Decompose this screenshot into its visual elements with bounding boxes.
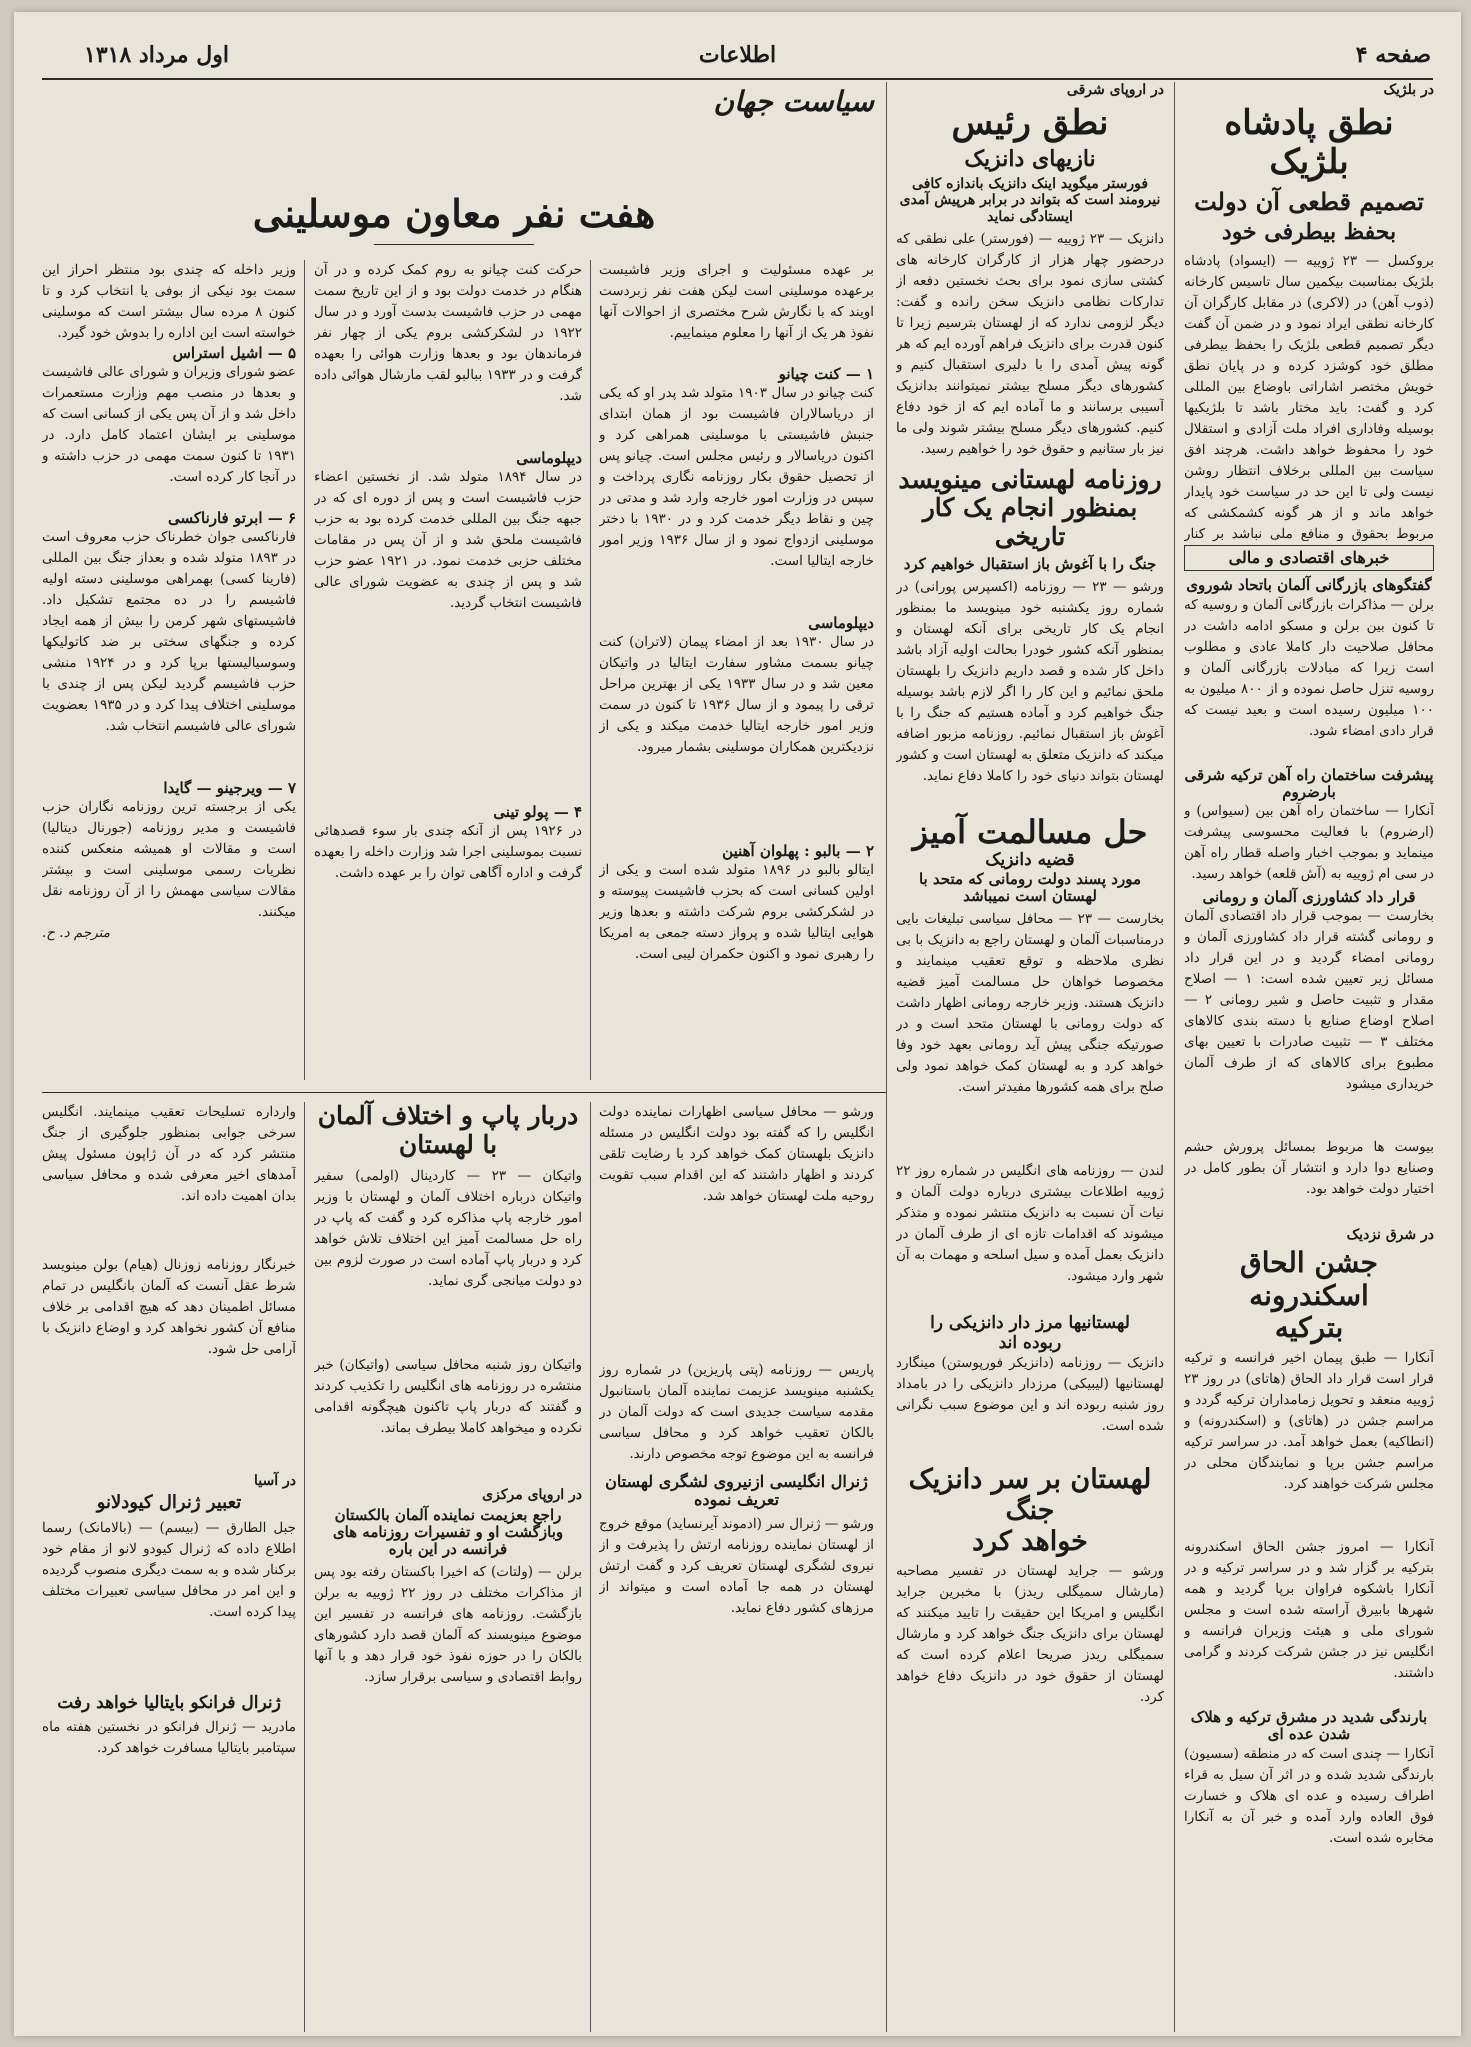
subheadline: لهستانیها مرز دار دانزیکی را (930, 1313, 1130, 1334)
subheadline: ۲ — بالبو : پهلوان آهنین (722, 842, 874, 860)
article-body: برلن — (ولتات) که اخیرا باکستان رفته بود پس از مذاکرات مختلف در روز ۲۲ ژوییه به برلن بازگشت. روزنامه های فرانسه در تفسیر این موضوع مینویسند که آلمان قصد دارد کشورهای بالکان را در حوزه نفوذ خود قرار دهد و با آنها روابط اقتصادی و سیاسی برقرار سازد. (314, 1564, 582, 1686)
newspaper-page (14, 12, 1461, 2036)
article-body: ورشو — ۲۳ — روزنامه (اکسپرس پورانی) در شماره روز یکشنبه خود مینویسد ما بمنظور انجام یک کار تاریخی برای آنکه لهستان و بمنظور آنکه کشور خودرا بحالت اولیه آزاد باشد داخل کار شده و قصد داریم دانزیک را بلهستان ملحق نمائیم و این کار را اگر لازم باشد بوسیله جنگ خواهیم کرد و آماده هستیم که جنگ را با آغوش باز استقبال نمائیم. روزنامه مزبور اضافه میکند که دانزیک متعلق به لهستان است و کشور لهستان بتواند دنیای خود را کاملا دفاع نماید. (896, 579, 1164, 785)
article-body: دانزیک — ۲۳ ژوییه — (فورستر) علی نطقی که درحضور چهار هزار از کارگران کارخانه های کشتی سازی نمود برای بحث نخستین دفعه از تدارکات نظامی دانزیک سخن رانده و گفت: دیگر لزومی ندارد که از لهستان بترسیم زیرا تا کنون قدرت برای دانزیک فراهم آورده ایم که هر گونه پیش آمدی را با دلیری استقبال کنیم و کشورهای دیگر مسلح بیشتر نمیتوانند بدانزیک آسیبی برسانند و ما آماده ایم که از خود دفاع کنیم. کشورهای دیگر مسلح بیشتر شوند ولی ما نیز بار ستانیم و حقوق خود را خواهیم رسید. (896, 230, 1164, 457)
subheadline: ژنرال فرانکو بایتالیا خواهد رفت (57, 1692, 281, 1713)
column-ministers (42, 260, 296, 1080)
headline: جشن الحاق اسکندرونه (1240, 1246, 1378, 1312)
deck: مورد پسند دولت رومانی که متحد با لهستان است نمیباشد (918, 869, 1142, 905)
article-body: خبرنگار روزنامه زوزنال (هیام) بولن مینویسد شرط عقل آنست که آلمان بانگلیس در تمام مسائل اطمینان دهد که هیچ اقدامی بر خلاف منافع آن کشور نخواهد کرد و اوضاع دانزیک با آرامی حل شود. (42, 1257, 296, 1357)
article-body: بروکسل — ۲۳ ژوییه — (ایسواد) پادشاه بلژیک بمناسبت بیکمین سال تاسیس کارخانه (ذوب آهن) در (لاکری) در مقابل کارگران آن کارخانه نطقی ایراد نمود و در ضمن آن گفت دیگر تصمیم قطعی بلژیک را بحفظ بیطرفی مطلق خود کوشزد کرده و در پایان نطق خویش مختصر اشاراتی باوضاع بین المللی کرد و گفت: باید مختار باشد تا بلژیکیها بوسیله وفاداری افراد ملت آزادی و استقلال خود را محفوظ خواهد داشت. هرچند افق سیاست بین المللی برخلاف انتظار روشن نیست ولی تا این حد در سیاست خود پایدار خواهد ماند و از هر گونه کشمکشی که مربوط بحقوق و منافع ملی نباشد بر کنار (1184, 253, 1434, 542)
subheadline: ۱ — کنت چیانو (778, 365, 874, 383)
subheadline: دیپلوماسی (516, 449, 582, 467)
deck: تصمیم قطعی آن دولت (1194, 187, 1424, 217)
headline: حل مسالمت آمیز (912, 813, 1148, 852)
column-divider (590, 260, 591, 1080)
subheadline: قضیه دانزیک (985, 849, 1075, 870)
column-divider (304, 1102, 305, 2032)
subheadline: ربوده اند (998, 1332, 1062, 1353)
article-body: وارداره تسلیحات تعقیب مینمایند. انگلیس سرخی جوابی بمنظور جلوگیری از جنگ منتشر کرد که در آن ژاپون مسئول پیش آمدهای اخیر معرفی شده و محافل سیاسی بدان اهمیت داده اند. (42, 1104, 296, 1204)
article-body: بیوست ها مربوط بمسائل پرورش حشم وصنایع دوا دارد و انتشار آن بطور کامل در اختیار دولت خواهد بود. (1184, 1139, 1434, 1198)
article-body: در سال ۱۸۹۴ متولد شد. از نخستین اعضاء حزب فاشیست است و پس از دوره ای که در جبهه جنگ بین المللی خدمت کرده بود به حزب فاشیست ملحق شد و از آن پس در مقامات مختلف حزبی خدمت نمود. در ۱۹۲۱ عضو حزب شد و پس از چندی به عضویت شورای عالی فاشیست انتخاب گردید. (314, 469, 582, 611)
byline: مترجم د. ح. (42, 925, 110, 941)
article-body: در سال ۱۹۳۰ بعد از امضاء پیمان (لاتران) کنت چیانو بسمت مشاور سفارت ایتالیا در واتیکان معین شد و در سال ۱۹۳۳ یکی از بهترین مراحل ترقی را پیمود و از سال ۱۹۳۶ تا کنون در سمت وزیر امور خارجه ایتالیا خدمت میکند و یکی از نزدیکترین همکاران موسلینی بشمار میرود. (599, 634, 874, 755)
kicker: در اروپای مرکزی (482, 1486, 582, 1503)
article-body: حرکت کنت چیانو به روم کمک کرده و در آن هنگام در خدمت دولت بود و از این تاریخ سمت مهمی در حزب فاشیست بدست آورد و در سال ۱۹۲۲ در لشکرکشی بروم یکی از چهار نفر فرماندهان بود و بعدها وزارت هوائی را بعهده گرفت و در ۱۹۳۳ ببالبو لقب مارشال هوائی داده شد. (314, 262, 582, 404)
deck: جنگ را با آغوش باز استقبال خواهیم کرد (903, 554, 1157, 573)
kicker: در بلژیک (1383, 82, 1434, 98)
headline: نطق پادشاه بلژیک (1224, 103, 1394, 183)
article-body: بخارست — بموجب قرار داد اقتصادی آلمان و رومانی گشته قرار داد کشاورزی آلمان و رومانی امضاء گردید و در این قرار داد مسائل زیر تعیین شده است: ۱ — اصلاح مقدار و تثبیت حاصل و شیر رومانی ۲ — اصلاح اوضاع صنایع با دسته بندی کالاهای مختلف ۳ — تثبیت صادرات با تعیین بهای مطبوع برای کالاهای که از طرف آلمان خریداری میشود (1184, 908, 1434, 1093)
article-body: مادرید — ژنرال فرانکو در نخستین هفته ماه سپتامبر بایتالیا مسافرت خواهد کرد. (42, 1719, 296, 1757)
headline: خواهد کرد (972, 1526, 1088, 1558)
section-label: سیاست جهان (713, 85, 874, 118)
article-body: آنکارا — امروز جشن الحاق اسکندرونه بترکیه بر گزار شد و در سراسر ترکیه و در آنکارا باشکوه فراوان برپا گردید و همه شهرها بابیرق آراسته شده است و مجلس شورای ملی و هیئت وزیران فرانسه و انگلیس نیز در جشن شرکت کردند و گرامی داشتند. (1184, 1539, 1434, 1682)
column-asia (42, 1102, 296, 2032)
subheadline: راجع بعزیمت نماینده آلمان بالکستان وبازگشت او و تفسیرات روزنامه های فرانسه در این باره (332, 1505, 564, 1558)
deck: بحفظ بیطرفی خود (1221, 218, 1397, 245)
section-label-box (614, 86, 874, 126)
article-body: جبل الطارق — (بیسم) — (بالامانک) رسما اطلاع داده که ژنرال کیودو لانو از مقام خود برکنار شده و به سمت دیگری منصوب گردیده و این امر در محافل سیاسی تعبیرات مختلف پیدا کرده است. (42, 1519, 296, 1620)
column-belgium (1184, 82, 1434, 2032)
headline: روزنامه لهستانی مینویسد (898, 464, 1162, 494)
article-body: بر عهده مسئولیت و اجرای وزیر فاشیست برعهده موسلینی است لیکن هفت نفر زبردست اویند که با نگارش شرح مختصری از احوالات آنها نفوذ هر یک از آنها را معلوم مینماییم. (599, 262, 874, 341)
title-rule (374, 244, 534, 245)
page-number: صفحه ۴ (1355, 42, 1431, 68)
section-heading: خبرهای اقتصادی و مالی (1184, 545, 1434, 571)
column-divider (1174, 82, 1175, 2032)
deck: نازیهای دانزیک (964, 146, 1096, 173)
section-rule (42, 1092, 886, 1093)
newspaper-name: اطلاعات (698, 42, 777, 68)
subheadline: بارندگی شدید در مشرق ترکیه و هلاک شدن عده ای (1190, 1708, 1428, 1744)
column-ciano (599, 260, 874, 1080)
kicker: در اروپای شرقی (1066, 82, 1164, 98)
subheadline: قرار داد کشاورزی آلمان و رومانی (1202, 888, 1416, 907)
article-body: ورشو — محافل سیاسی اظهارات نماینده دولت انگلیس را که گفته بود دولت انگلیس در مسئله دانزیک بلهستان کمک خواهد کرد با رضایت تلقی کردند و اظهار داشتند که این اقدام سبب تقویت روحیه ملت لهستان خواهد شد. (599, 1104, 874, 1204)
column-divider (304, 260, 305, 1080)
article-body: در ۱۹۲۶ پس از آنکه چندی بار سوء قصدهائی نسبت بموسلینی اجرا شد وزارت داخله را بعهده گرفت و اداره آگاهی توان را بر عهده داشت. (314, 823, 582, 881)
subheadline: گفتگوهای بازرگانی آلمان باتحاد شوروی (1186, 576, 1432, 595)
subheadline: دیپلوماسی (808, 614, 874, 632)
kicker: در آسیا (254, 1473, 296, 1489)
column-balbo (314, 260, 582, 1080)
subheadline: ۵ — اشیل استراس (172, 344, 296, 362)
article-body: آنکارا — طبق پیمان اخیر فرانسه و ترکیه قرار است قرار داد الحاق (هاتای) در روز ۲۳ ژوییه منعقد و تحویل زمامداران ترکیه گردد و مراسم جشن در (هاتای) و (اسکندرونه) و (انطاکیه) بعمل خواهد آمد. در سراسر ترکیه مراسم جشن برپا و نمایندگان محلی در مجلس شرکت خواهند کرد. (1184, 1350, 1434, 1493)
article-body: برلن — مذاکرات بازرگانی آلمان و روسیه که تا کنون بین برلن و مسکو ادامه داشت در محافل صلاحیت دار کاملا عادی و مطلوب است زیرا که مبادلات بازرگانی آلمان و روسیه تنزل حاصل نموده و از ۸۰۰ میلیون به ۱۰۰ میلیون رسیده است و بعید نیست که قرار دادی امضاء شود. (1184, 596, 1434, 739)
article-body: لندن — روزنامه های انگلیس در شماره روز ۲۲ ژوییه اطلاعات بیشتری درباره دولت آلمان و نیات آن نسبت به دانزیک منتشر نموده و متذکر میشوند که اقدامات تازه ای از طرف آلمان در دانزیک بعمل آمده و سیل اسلحه و مهمات به آن شهر وارد میشود. (896, 1163, 1164, 1285)
article-body: آنکارا — چندی است که در منطقه (سسیون) بارندگی شدید شده و در اثر آن سیل به قراء اطراف رسیده و عده ای هلاک و خسارت فوق العاده وارد آمده و خبر آن به آنکارا مخابره شده است. (1184, 1745, 1434, 1846)
headline: بترکیه (1274, 1310, 1344, 1344)
headline: با لهستان (398, 1129, 498, 1159)
headline: لهستان بر سر دانزیک جنگ (908, 1464, 1152, 1527)
column-danzig (896, 82, 1164, 2032)
article-body: پاریس — روزنامه (پتی پاریزین) در شماره روز یکشنبه مینویسد عزیمت نماینده آلمان باستانبول مقدمه سیاست جدیدی است که دولت آلمان در بالکان تعقیب خواهد کرد و محافل سیاسی فرانسه به این موضوع توجه مخصوص دارند. (599, 1362, 874, 1462)
article-body: وزیر داخله که چندی بود منتظر احراز این سمت بود نیکی از بوفی یا انتخاب کرد و تا کنون ۸ مرده سال بیشتر است که موسلینی خواسته است این اداره را بدوش خود گیرد. (42, 262, 296, 341)
subheadline: پیشرفت ساختمان راه آهن ترکیه شرقی بارضروم (1184, 765, 1434, 801)
kicker: در شرق نزدیک (1346, 1227, 1434, 1244)
article-body: واتیکان روز شنبه محافل سیاسی (واتیکان) خبر منتشره در روزنامه های انگلیس را تکذیب کردند و گفتند که دربار پاپ تاکنون هیچگونه اقدامی نکرده و میخواهد کاملا بیطرف بماند. (314, 1356, 582, 1436)
article-body: ورشو — جراید لهستان در تفسیر مصاحبه (مارشال سمیگلی ریدز) با مخبرین جراید انگلیس و امریکا این حقیقت را تایید میکنند که لهستان برای دانزیک جنگ خواهد کرد و مارشال سمیگلی ریدز صریحا اعلام کرده است که لهستان از حقوق خود در دانزیک دفاع خواهد کرد. (896, 1563, 1164, 1706)
column-misc-lower-right (599, 1102, 874, 2032)
subheadline: ۴ — پولو تینی (493, 803, 582, 821)
article-body: واتیکان — ۲۳ — کاردینال (اولمی) سفیر واتیکان درباره اختلاف آلمان و لهستان با وزیر امور خارجه پاپ مذاکره کرد و گفت که پاپ در راه حل مسالمت آمیز این اختلاف تلاش خواهد کرد و دربار پاپ آماده است در صورت لزوم بین دو دولت میانجی گری نماید. (314, 1167, 582, 1289)
article-body: عضو شورای وزیران و شورای عالی فاشیست و بعدها در منصب مهم وزارت مستعمرات داخل شد و از آن پس یکی از کسانی است که موسلینی بر ایشان اعتماد کامل دارد. در ۱۹۳۱ تا کنون سمت مهمی در حزب داشته و در آنجا کار کرده است. (42, 364, 296, 485)
article-body: دانزیک — روزنامه (دانزیکر فورپوستن) مینگارد لهستانیها (لیبیکی) مرزدار دانزیکی را در بامداد روز شنبه ربوده اند و این موضوع سبب نگرانی شده است. (896, 1355, 1164, 1435)
lead: فورستر میگوید اینک دانزیک باندازه کافی نیرومند است که بتواند در برابر هرپیش آمدی ایستادگی نماید (899, 176, 1161, 225)
article-body: بخارست — ۲۳ — محافل سیاسی تبلیغات بایی درمناسبات آلمان و لهستان راجع به دانزیک با بی نظری ملاحظه و توقع تعقیب مینمایند و مخصوصا خواهان حل مسالمت آمیز قضیه دانزیک هستند. وزیر خارجه رومانی اظهار داشت که دولت رومانی با لهستان متحد است و در صورتیکه جنگی پیش آید رومانی بعهد خود وفا خواهد کرد و به لهستان کمک خواهد نمود ولی صلح برای همه کشورها مفیدتر است. (896, 911, 1164, 1096)
article-body: یکی از برجسته ترین روزنامه نگاران حزب فاشیست و مدیر روزنامه (جورنال دیتالیا) است و مقالات او همیشه منعکس کننده نظریات رسمی موسلینی است و بیشتر مقالات سیاسی مهمش را از آن روزنامه نقل میکنند. (42, 799, 296, 920)
article-body: ایتالو بالبو در ۱۸۹۶ متولد شده است و یکی از اولین کسانی است که بحزب فاشیست پیوسته و در لشکرکشی بروم شرکت داشته و بعدها وزیر هوایی ایتالیا شده و پرواز دسته جمعی به امریکا را رهبری نمود و اکنون حکمران لیبی است. (599, 862, 874, 962)
headline: نطق رئیس (951, 103, 1109, 143)
article-body: کنت چیانو در سال ۱۹۰۳ متولد شد پدر او که یکی از دریاسالاران فاشیست بود از همان ابتدای جنبش فاشیستی با موسلینی همراهی کرد و اکنون دریاسالار و رئیس مجلس است. چیانو پس از تحصیل حقوق بکار روزنامه نگاری پرداخت و سپس در وزارت امور خارجه وارد شد و مدتی در چین و نقاط دیگر خدمت کرد و در ۱۹۳۰ با دختر موسلینی ازدواج نمود و از سال ۱۹۳۶ وزیر امور خارجه ایتالیا است. (599, 385, 874, 569)
masthead-rule (42, 78, 1433, 80)
article-body: ورشو — ژنرال سر (ادموند آیرنساید) موقع خروج از لهستان نماینده روزنامه ارتش را پذیرفت و از نیروی لشگری لهستان تعریف کرد و گفت ارتش لهستان در همه جا آماده است و میتواند از مرزهای کشور دفاع نماید. (599, 1515, 874, 1616)
issue-date: اول مرداد ۱۳۱۸ (84, 42, 229, 68)
column-vatican (314, 1102, 582, 2032)
subheadline: ۷ — ویرجینو — گایدا (163, 779, 296, 797)
column-divider (886, 82, 887, 2032)
article-body: آنکارا — ساختمان راه آهن بین (سیواس) و (ارضروم) با فعالیت محسوسی پیشرفت مینماید و بموجب اخبار واصله قطار راه آهن در سی ام ژوییه به (آش قلعه) خواهد رسید. (1184, 803, 1434, 883)
column-divider (590, 1102, 591, 2032)
main-headline: هفت نفر معاون موسلینی (252, 191, 656, 236)
subheadline: ۶ — ابرتو فارناکسی (167, 509, 296, 527)
article-body: فارناکسی جوان خطرناک حزب معروف است در ۱۸۹۳ متولد شده و بعداز جنگ بین المللی (فارینا کسی) بهمراهی موسلینی دسته اولیه فاشیسم را در ده مجتمع تشکیل داد. فاشیستهای شهر کرمن را بیش از همه ایجاد کرده و جنگهای سختی بر ضد کاتولیکها وسوسیالیستها برپا کرد و در ۱۹۲۴ منشی حزب فاشیسم گردید لیکن پس از چندی با موسلینی اختلاف پیدا کرد و در ۱۹۳۵ بعضویت شورای عالی فاشیسم انتخاب شد. (42, 529, 296, 734)
headline: بمنظور انجام یک کار تاریخی (922, 493, 1138, 552)
subheadline: تعبیر ژنرال کیودلانو (96, 1492, 242, 1513)
subheadline: ژنرال انگلیسی ازنیروی لشگری لهستان تعریف نموده (605, 1472, 868, 1510)
headline: دربار پاپ و اختلاف آلمان (317, 1101, 579, 1130)
